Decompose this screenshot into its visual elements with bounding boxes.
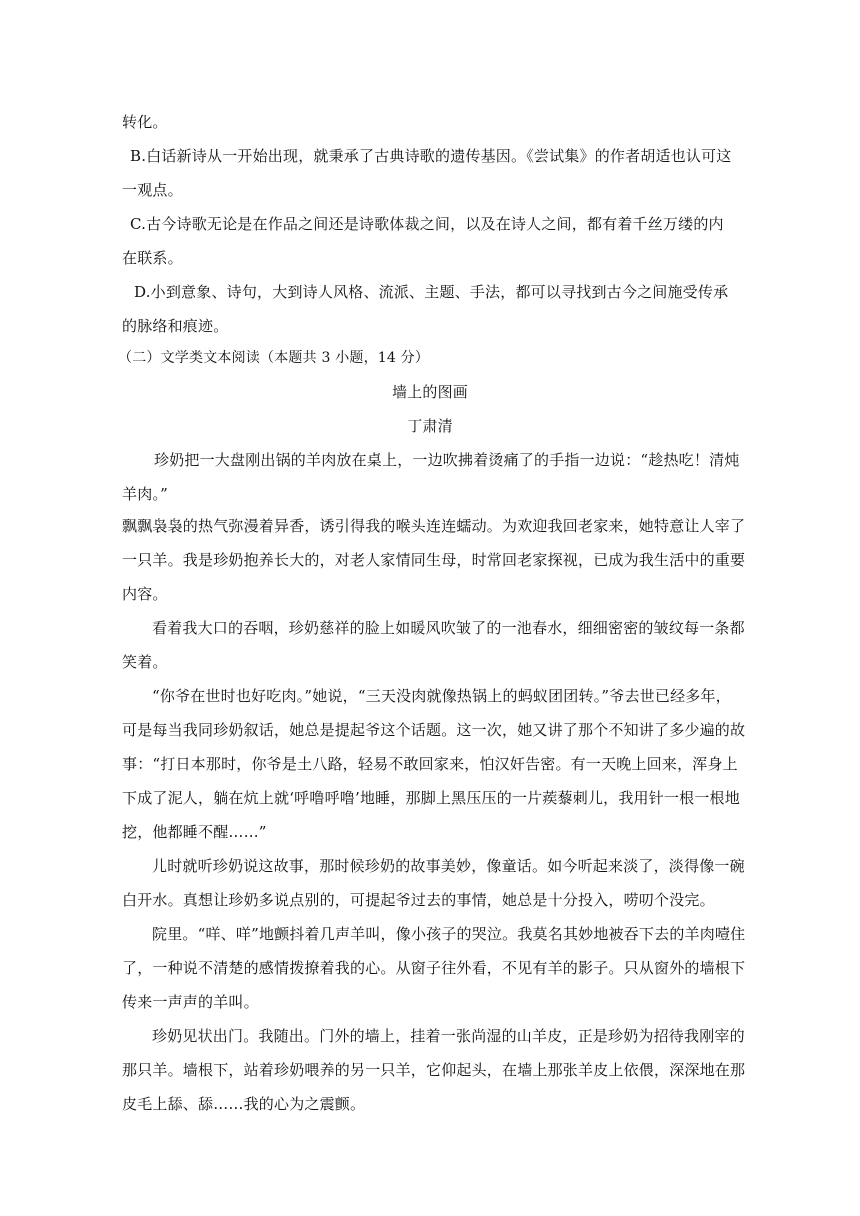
paragraph-6-line-1: 院里。“咩、咩”地颤抖着几声羊叫，像小孩子的哭泣。我莫名其妙地被吞下去的羊肉噎住 [152,925,746,943]
paragraph-4-line-5: 挖，他都睡不醒……” [122,823,267,841]
paragraph-6-line-3: 传来一声声的羊叫。 [122,993,259,1011]
paragraph-7-line-1: 珍奶见状出门。我随出。门外的墙上，挂着一张尚湿的山羊皮，正是珍奶为招待我刚宰的 [152,1027,745,1045]
paragraph-7-line-2: 那只羊。墙根下，站着珍奶喂养的另一只羊，它仰起头，在墙上那张羊皮上依偎，深深地在那 [122,1061,746,1079]
paragraph-2-line-2: 一只羊。我是珍奶抱养长大的，对老人家情同生母，时常回老家探视，已成为我生活中的重要 [122,551,746,569]
option-b-line-2: 一观点。 [122,181,183,199]
option-d-line-1: D.小到意象、诗句，大到诗人风格、流派、主题、手法，都可以寻找到古今之间施受传承 [134,283,729,301]
paragraph-7-line-3: 皮毛上舔、舔……我的心为之震颤。 [122,1095,366,1113]
paragraph-5-line-2: 白开水。真想让珍奶多说点别的，可提起爷过去的事情，她总是十分投入，唠叨个没完。 [122,891,715,909]
paragraph-6-line-2: 了，一种说不清楚的感情拨撩着我的心。从窗子往外看，不见有羊的影子。只从窗外的墙根下 [122,959,746,977]
paragraph-4-line-2: 可是每当我同珍奶叙话，她总是提起爷这个话题。这一次，她又讲了那个不知讲了多少遍的故 [122,721,746,739]
option-a-tail: 转化。 [122,113,168,131]
section-heading: （二）文学类文本阅读（本题共 3 小题，14 分） [118,350,430,366]
paragraph-2-line-3: 内容。 [122,585,168,603]
paragraph-4-line-1: “你爷在世时也好吃肉。”她说，“三天没肉就像热锅上的蚂蚁团团转。”爷去世已经多年， [152,687,731,705]
option-c-line-1: C.古今诗歌无论是在作品之间还是诗歌体裁之间，以及在诗人之间，都有着千丝万缕的内 [130,215,724,233]
paragraph-3-line-1: 看着我大口的吞咽，珍奶慈祥的脸上如暖风吹皱了的一池春水，细细密密的皱纹每一条都 [152,619,745,637]
paragraph-3-line-2: 笑着。 [122,653,168,671]
paragraph-4-line-3: 事：“打日本那时，你爷是土八路，轻易不敢回家来，怕汉奸告密。有一天晚上回来，浑身上 [122,755,738,773]
paragraph-5-line-1: 儿时就听珍奶说这故事，那时候珍奶的故事美妙，像童话。如今听起来淡了，淡得像一碗 [152,857,745,875]
option-d-line-2: 的脉络和痕迹。 [122,317,229,335]
option-b-line-1: B.白话新诗从一开始出现，就秉承了古典诗歌的遗传基因。《尝试集》的作者胡适也认可这 [130,147,732,165]
story-title: 墙上的图画 [391,383,468,401]
option-c-line-2: 在联系。 [122,249,183,267]
paragraph-1-line-1: 珍奶把一大盘刚出锅的羊肉放在桌上，一边吹拂着烫痛了的手指一边说：“趁热吃！清炖 [154,451,740,469]
paragraph-1-line-2: 羊肉。” [122,485,168,503]
paragraph-4-line-4: 下成了泥人，躺在炕上就‘呼噜呼噜’地睡，那脚上黑压压的一片蒺藜刺儿，我用针一根一根地 [122,789,740,807]
story-author: 丁肃清 [407,417,453,435]
paragraph-2-line-1: 飘飘袅袅的热气弥漫着异香，诱引得我的喉头连连蠕动。为欢迎我回老家来，她特意让人宰了 [122,517,746,535]
